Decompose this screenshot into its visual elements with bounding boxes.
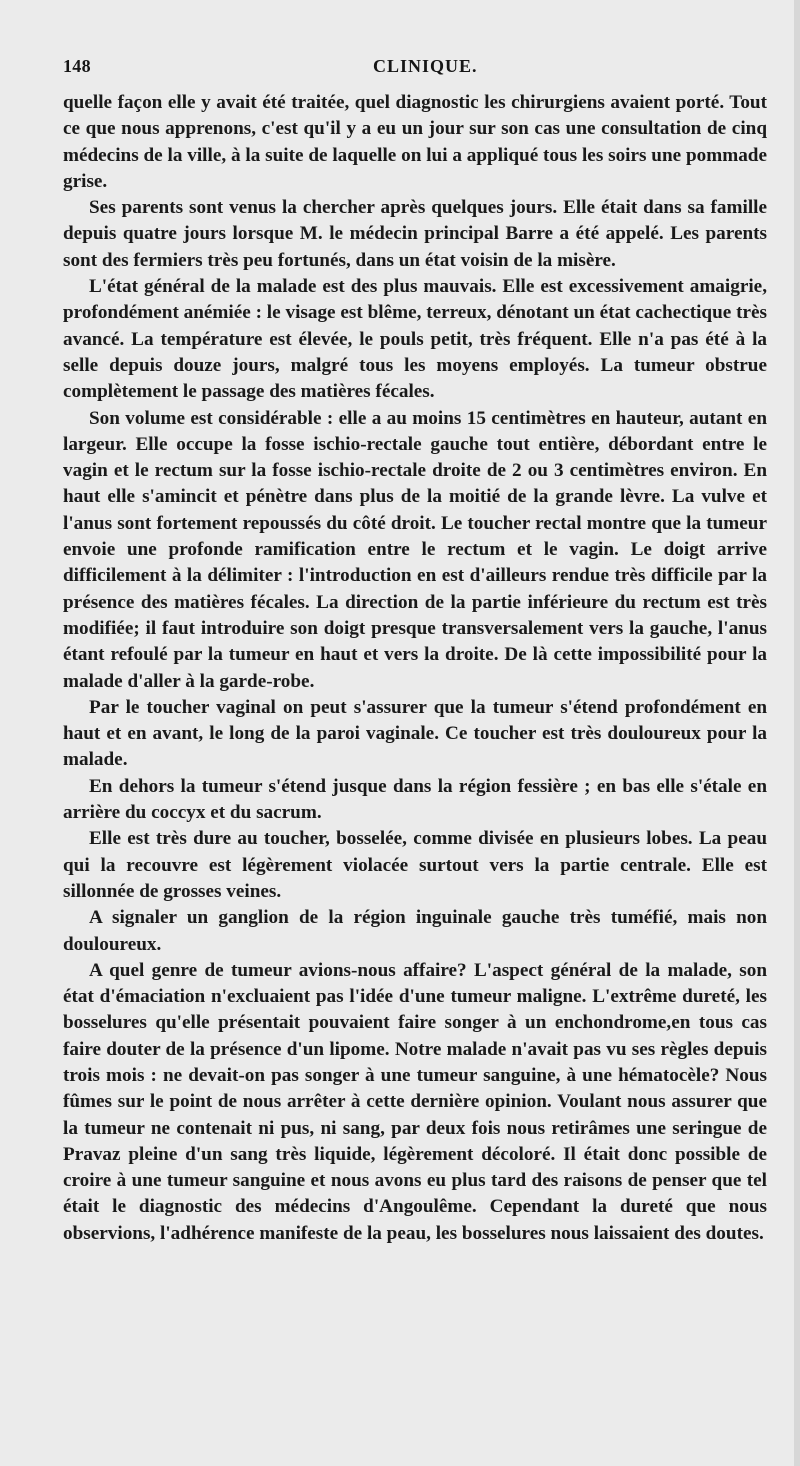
running-title: CLINIQUE. — [373, 56, 478, 76]
paragraph: Son volume est considérable : elle a au moins 15 centimètres en hauteur, autant en largeur. Elle occupe la fosse ischio-rectale gauche tout entière, débordant entre le vagin et le rectum sur la fosse ischio-rectale droite de 2 ou 3 centimètres environ. En haut elle s'amincit et pénètre dans plus de la moitié de la grande lèvre. La vulve et l'anus sont fortement repoussés du côté droit. Le toucher rectal montre que la tumeur envoie une profonde ramification entre le rectum et le vagin. Le doigt arrive difficilement à la délimiter : l'introduction en est d'ailleurs rendue très difficile par la présence des matières fécales. La direction de la partie inférieure du rectum est très modifiée; il faut introduire son doigt presque transversalement vers la gauche, l'anus étant refoulé par la tumeur en haut et vers la droite. De là cette impossibilité pour la malade d'aller à la garde-robe. — [63, 407, 767, 692]
paragraph: L'état général de la malade est des plus mauvais. Elle est excessivement amaigrie, profondément anémiée : le visage est blême, terreux, dénotant un état cachectique très avancé. La température est élevée, le pouls petit, très fréquent. Elle n'a pas été à la selle depuis douze jours, malgré tous les moyens employés. La tumeur obstrue complètement le passage des matières fécales. — [63, 276, 767, 403]
page-edge — [794, 0, 800, 1466]
body-text — [63, 90, 767, 1247]
paragraph: Par le toucher vaginal on peut s'assurer que la tumeur s'étend profondément en haut et en avant, le long de la paroi vaginale. Ce toucher est très douloureux pour la malade. — [63, 696, 767, 771]
paragraph: A quel genre de tumeur avions-nous affaire? L'aspect général de la malade, son état d'émaciation n'excluaient pas l'idée d'une tumeur maligne. L'extrême dureté, les bosselures qu'elle présentait pouvaient faire songer à un enchondrome,en tous cas faire douter de la présence d'un lipome. Notre malade n'avait pas vu ses règles depuis trois mois : ne devait-on pas songer à une tumeur sanguine, à une hématocèle? Nous fûmes sur le point de nous arrêter à cette dernière opinion. Voulant nous assurer que la tumeur ne contenait ni pus, ni sang, par deux fois nous retirâmes une seringue de Pravaz pleine d'un sang très liquide, légèrement décoloré. Il était donc possible de croire à une tumeur sanguine et nous avons eu plus tard des raisons de penser que tel était le diagnostic des médecins d'Angoulême. Cependant la dureté que nous observions, l'adhérence manifeste de la peau, les bosselures nous laissaient des doutes. — [63, 959, 767, 1244]
paragraph: A signaler un ganglion de la région inguinale gauche très tuméfié, mais non douloureux. — [63, 907, 767, 955]
page-number: 148 — [63, 56, 91, 76]
page-header — [63, 56, 767, 90]
paragraph: Elle est très dure au toucher, bosselée, comme divisée en plusieurs lobes. La peau qui la recouvre est légèrement violacée surtout vers la partie centrale. Elle est sillonnée de grosses veines. — [63, 828, 767, 902]
paragraph-continuation: quelle façon elle y avait été traitée, quel diagnostic les chirurgiens avaient porté. Tout ce que nous apprenons, c'est qu'il y a eu un jour sur son cas une consultation de cinq médecins de la ville, à la suite de laquelle on lui a appliqué tous les soirs une pommade grise. — [63, 92, 767, 192]
paragraph: Ses parents sont venus la chercher après quelques jours. Elle était dans sa famille depuis quatre jours lorsque M. le médecin principal Barre a été appelé. Les parents sont des fermiers très peu fortunés, dans un état voisin de la misère. — [63, 197, 767, 271]
paragraph: En dehors la tumeur s'étend jusque dans la région fessière ; en bas elle s'étale en arrière du coccyx et du sacrum. — [63, 775, 767, 824]
book-page — [63, 56, 767, 1247]
